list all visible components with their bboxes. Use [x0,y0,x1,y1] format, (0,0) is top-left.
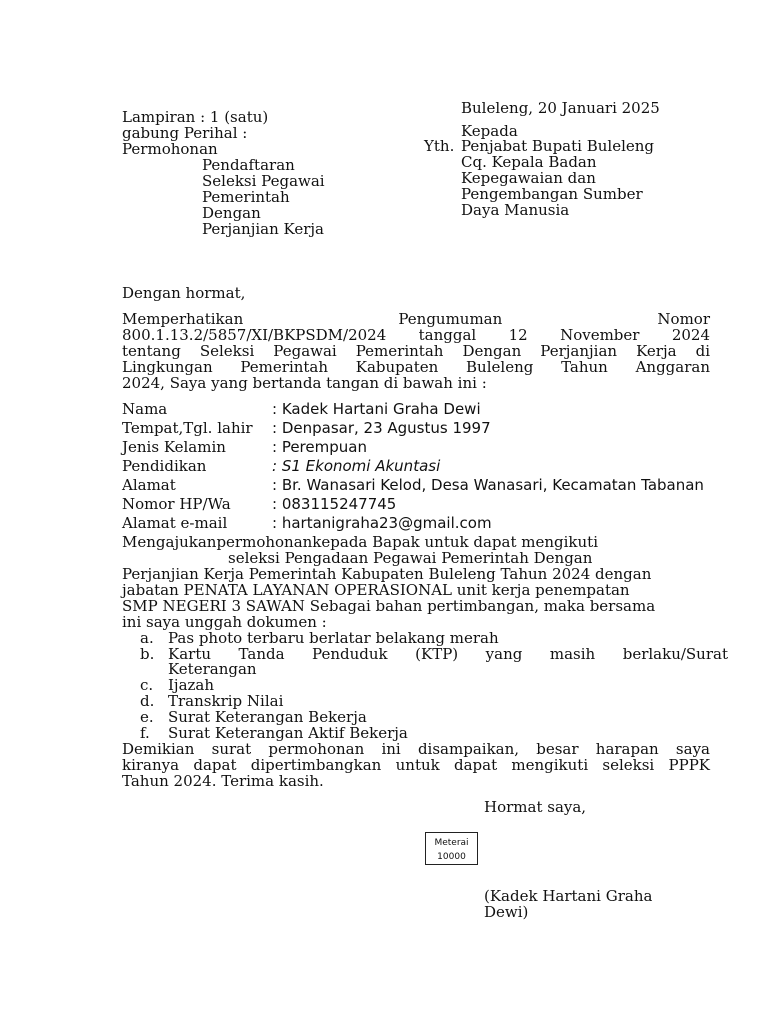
field-value-email: : hartanigraha23@gmail.com [272,514,492,532]
list-marker: c. [140,676,154,694]
intro-line: Memperhatikan Pengumuman Nomor [122,310,710,328]
subject-permohonan: Permohonan [122,140,218,158]
closing-line: kiranya dapat dipertimbangkan untuk dapat mengikuti seleksi PPPK [122,756,710,774]
meterai-value: 10000 [437,852,466,862]
request-line: Mengajukanpermohonankepada Bapak untuk dapat mengikuti [122,533,598,551]
field-label-email: Alamat e-mail [122,514,228,532]
field-label-birth: Tempat,Tgl. lahir [122,419,253,437]
list-item: Kartu Tanda Penduduk (KTP) yang masih berlaku/Surat [168,645,728,663]
list-marker: f. [140,724,150,742]
field-label-nama: Nama [122,400,168,418]
field-value-nama: : Kadek Hartani Graha Dewi [272,400,481,418]
salutation: Dengan hormat, [122,284,246,302]
field-label-address: Alamat [122,476,176,494]
recipient-line: Daya Manusia [461,201,570,219]
recipient-line: Cq. Kepala Badan [461,153,597,171]
list-marker: a. [140,629,154,647]
field-value-education: : S1 Ekonomi Akuntasi [272,457,441,475]
list-item: Ijazah [168,676,215,694]
field-value-address: : Br. Wanasari Kelod, Desa Wanasari, Kecamatan Tabanan [272,476,704,494]
subject-line: Pendaftaran [202,156,295,174]
subject-label: gabung Perihal : [122,124,248,142]
intro-line: 2024, Saya yang bertanda tangan di bawah ini : [122,374,487,392]
request-line: ini saya unggah dokumen : [122,613,327,631]
recipient-line: Penjabat Bupati Buleleng [461,137,655,155]
request-line: SMP NEGERI 3 SAWAN Sebagai bahan pertimbangan, maka bersama [122,597,656,615]
list-item: Surat Keterangan Aktif Bekerja [168,724,408,742]
field-value-phone: : 083115247745 [272,495,397,513]
subject-line: Perjanjian Kerja [202,220,324,238]
subject-line: Pemerintah [202,188,290,206]
meterai-stamp [425,832,478,865]
list-marker: b. [140,645,155,663]
list-marker: e. [140,708,154,726]
list-marker: d. [140,692,155,710]
field-label-gender: Jenis Kelamin [122,438,226,456]
recipient-line: Pengembangan Sumber [461,185,643,203]
field-value-birth: : Denpasar, 23 Agustus 1997 [272,419,491,437]
field-label-education: Pendidikan [122,457,207,475]
signer-name: (Kadek Hartani Graha [484,887,653,905]
field-value-gender: : Perempuan [272,438,367,456]
closing-line: Tahun 2024. Terima kasih. [122,772,324,790]
closing-line: Demikian surat permohonan ini disampaikan, besar harapan saya [122,740,710,758]
kepada-label: Kepada [461,122,518,140]
list-item: Transkrip Nilai [168,692,284,710]
letter-date: Buleleng, 20 Januari 2025 [461,99,660,117]
closing-regards: Hormat saya, [484,798,587,816]
intro-line: tentang Seleksi Pegawai Pemerintah Dengan Perjanjian Kerja di [122,342,710,360]
request-line: seleksi Pengadaan Pegawai Pemerintah Dengan [228,549,593,567]
subject-line: Seleksi Pegawai [202,172,325,190]
attachment-line: Lampiran : 1 (satu) [122,108,269,126]
request-line: jabatan PENATA LAYANAN OPERASIONAL unit kerja penempatan [122,581,630,599]
subject-line: Dengan [202,204,261,222]
meterai-label: Meterai [434,838,469,848]
signer-name: Dewi) [484,903,529,921]
intro-line: Lingkungan Pemerintah Kabupaten Buleleng Tahun Anggaran [122,358,710,376]
list-item: Surat Keterangan Bekerja [168,708,367,726]
recipient-line: Kepegawaian dan [461,169,596,187]
list-item-continuation: Keterangan [168,660,257,678]
intro-line: 800.1.13.2/5857/XI/BKPSDM/2024 tanggal 12 November 2024 [122,326,710,344]
list-item: Pas photo terbaru berlatar belakang merah [168,629,499,647]
field-label-phone: Nomor HP/Wa [122,495,231,513]
yth-label: Yth. [424,137,455,155]
request-line: Perjanjian Kerja Pemerintah Kabupaten Buleleng Tahun 2024 dengan [122,565,652,583]
